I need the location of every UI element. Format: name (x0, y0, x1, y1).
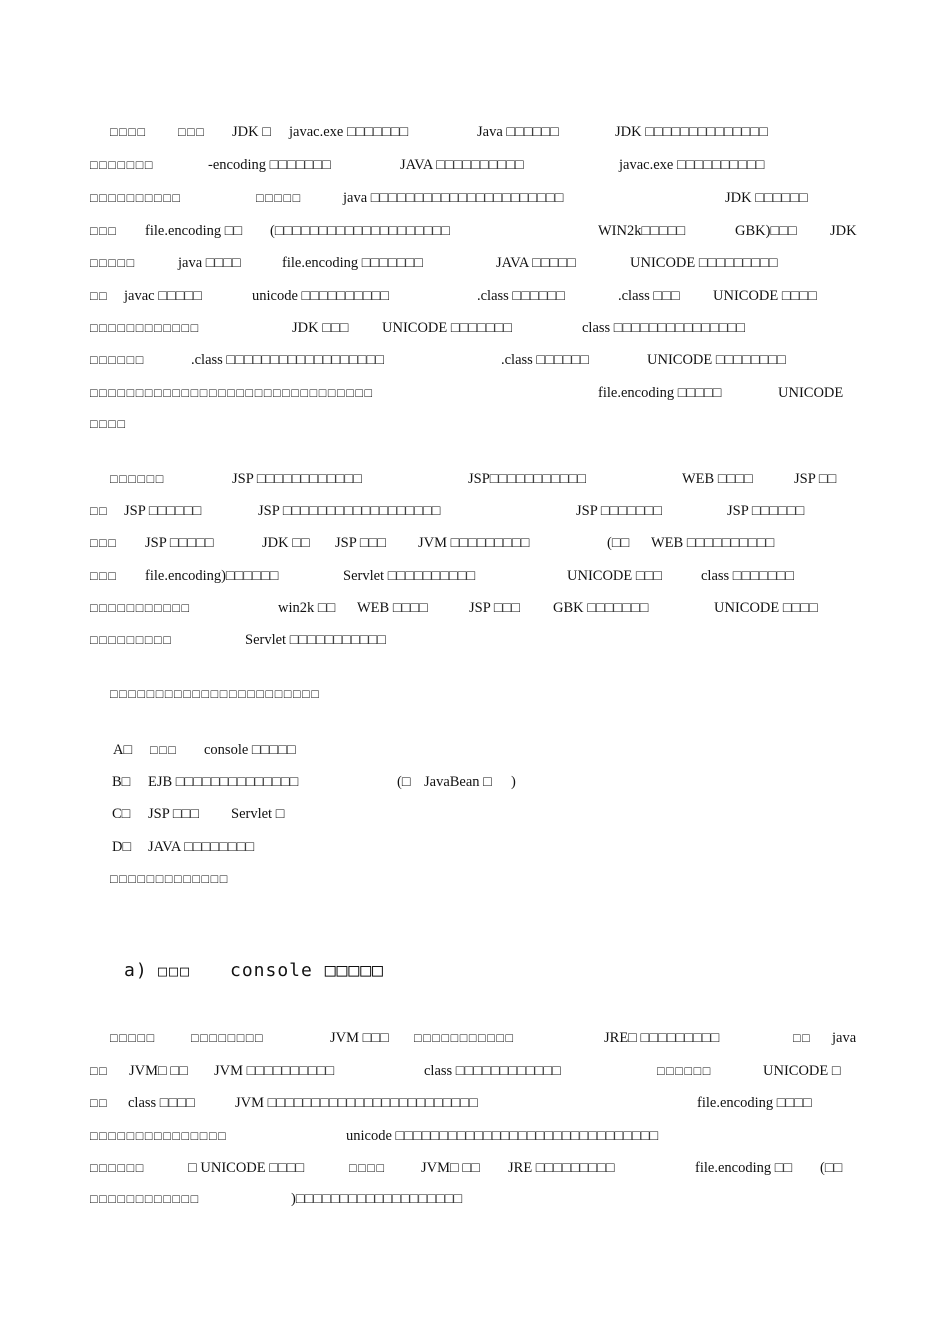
text-segment: (□□ (607, 535, 630, 551)
text-segment: JDK □ (232, 124, 271, 140)
text-segment: UNICODE □ (763, 1063, 841, 1079)
text-segment: WEB □□□□ (682, 471, 753, 487)
text-segment: □□□□ (90, 417, 127, 431)
text-segment: UNICODE □□□□□□□□ (647, 352, 786, 368)
text-segment: (□□□□□□□□□□□□□□□□□□□□ (270, 223, 450, 239)
text-segment: GBK)□□□ (735, 223, 797, 239)
text-segment: javac.exe □□□□□□□ (289, 124, 409, 140)
text-segment: javac.exe □□□□□□□□□□ (619, 157, 765, 173)
text-segment: □□□□□□□□□□□ (90, 601, 191, 615)
text-segment: GBK □□□□□□□ (553, 600, 649, 616)
text-segment: JVM□ □□ (129, 1063, 188, 1079)
text-line (0, 531, 950, 555)
text-segment: JAVA □□□□□□□□ (148, 839, 255, 855)
text-segment: JVM□ □□ (421, 1160, 480, 1176)
text-segment: UNICODE □□□ (567, 568, 663, 584)
text-line (0, 186, 950, 210)
text-line (0, 628, 950, 652)
text-segment: □□□ (150, 743, 178, 757)
text-segment: □□□□□□□□□□□□□□□□□□□□□□□ (110, 687, 321, 701)
text-segment: JVM □□□□□□□□□ (418, 535, 530, 551)
text-segment: JSP □□□□□□□□□□□□ (232, 471, 362, 487)
text-segment: -encoding □□□□□□□ (208, 157, 331, 173)
text-line (0, 316, 950, 340)
text-segment: WEB □□□□ (357, 600, 428, 616)
text-line (0, 153, 950, 177)
text-line (0, 682, 950, 706)
text-segment: class □□□□□□□□□□□□ (424, 1063, 561, 1079)
text-segment: □□□□□ (90, 256, 136, 270)
text-segment: class □□□□ (128, 1095, 195, 1111)
text-segment: □□□□□□□□□□□□□□□□□□□□□□□□□□□□□□□ (90, 386, 374, 400)
text-segment: □□□□□□ (90, 353, 145, 367)
text-segment: WIN2k□□□□□ (598, 223, 686, 239)
text-segment: JVM □□□□□□□□□□ (214, 1063, 335, 1079)
text-segment: java (832, 1030, 857, 1046)
text-segment: □□ (90, 1096, 109, 1110)
text-segment: JSP □□□ (335, 535, 387, 551)
text-segment: □□□□□□□□□□□□ (90, 321, 200, 335)
text-line (0, 120, 950, 144)
text-segment: JavaBean □ (424, 774, 492, 790)
text-segment: file.encoding □□□□ (697, 1095, 812, 1111)
text-segment: JDK □□□□□□□□□□□□□□ (615, 124, 768, 140)
text-segment: UNICODE (778, 385, 844, 401)
text-segment: □□□□□□□□□□□□ (90, 1192, 200, 1206)
text-line (0, 499, 950, 523)
text-segment: java □□□□□□□□□□□□□□□□□□□□□□ (343, 190, 564, 206)
text-segment: JSP □□□□□□ (727, 503, 805, 519)
text-segment: □□□ (178, 125, 206, 139)
text-segment: UNICODE □□□□□□□□□ (630, 255, 778, 271)
text-segment: □□□□□ (256, 191, 302, 205)
text-segment: D□ (112, 839, 132, 855)
text-segment: class □□□□□□□ (701, 568, 795, 584)
text-segment: □□ (90, 289, 109, 303)
heading-text-segment: □□□ (158, 962, 192, 980)
text-segment: JAVA □□□□□ (496, 255, 576, 271)
text-line (0, 348, 950, 372)
text-line (0, 381, 950, 405)
text-line (0, 251, 950, 275)
text-segment: file.encoding □□ (145, 223, 243, 239)
heading-text-segment: a) (124, 960, 148, 981)
text-segment: file.encoding □□ (695, 1160, 793, 1176)
text-segment: Servlet □□□□□□□□□□□ (245, 632, 387, 648)
text-segment: JSP □□ (794, 471, 837, 487)
text-line (0, 1091, 950, 1115)
text-segment: .class □□□□□□ (501, 352, 589, 368)
text-segment: .class □□□ (618, 288, 680, 304)
text-segment: JSP □□□□□□□□□□□□□□□□□□ (258, 503, 441, 519)
text-segment: □□ (90, 504, 109, 518)
text-segment: console □□□□□ (204, 742, 296, 758)
text-segment: JDK □□ (262, 535, 310, 551)
text-segment: □□□□□ (110, 1031, 156, 1045)
text-segment: □□□□□□□ (90, 158, 155, 172)
text-segment: □□□□ (349, 1161, 386, 1175)
text-segment: B□ (112, 774, 131, 790)
text-segment: □□□□□□□□□□□□□□□ (90, 1129, 228, 1143)
text-segment: JRE □□□□□□□□□ (508, 1160, 615, 1176)
text-segment: □□□□□□ (90, 1161, 145, 1175)
text-segment: JSP □□□□□□ (124, 503, 202, 519)
text-segment: JAVA □□□□□□□□□□ (400, 157, 524, 173)
text-segment: □□ (90, 1064, 109, 1078)
text-segment: UNICODE □□□□ (713, 288, 817, 304)
text-segment: JSP □□□□□□□ (576, 503, 663, 519)
text-segment: □□□□□□□□□□□□□ (110, 872, 229, 886)
text-segment: unicode □□□□□□□□□□□□□□□□□□□□□□□□□□□□□□ (346, 1128, 659, 1144)
text-segment: □ UNICODE □□□□ (188, 1160, 305, 1176)
text-segment: file.encoding □□□□□□□ (282, 255, 424, 271)
text-line (0, 738, 950, 762)
text-segment: Java □□□□□□ (477, 124, 559, 140)
text-line (0, 564, 950, 588)
text-segment: file.encoding □□□□□ (598, 385, 722, 401)
text-segment: win2k □□ (278, 600, 336, 616)
text-segment: JDK □□□□□□ (725, 190, 808, 206)
text-segment: □□□□□□□□□□ (90, 191, 182, 205)
text-segment: .class □□□□□□ (477, 288, 565, 304)
text-segment: EJB □□□□□□□□□□□□□□ (148, 774, 299, 790)
text-segment: JRE□ □□□□□□□□□ (604, 1030, 720, 1046)
text-line (0, 412, 950, 436)
text-line (0, 467, 950, 491)
text-segment: JDK (830, 223, 857, 239)
text-segment: JDK □□□ (292, 320, 349, 336)
text-line (0, 1124, 950, 1148)
text-segment: UNICODE □□□□ (714, 600, 818, 616)
text-segment: javac □□□□□ (124, 288, 203, 304)
text-line (0, 219, 950, 243)
text-segment: □□□□□□□□□□□ (414, 1031, 515, 1045)
text-segment: □□□□□□ (657, 1064, 712, 1078)
text-segment: ) (511, 774, 516, 790)
text-segment: WEB □□□□□□□□□□ (651, 535, 775, 551)
text-segment: C□ (112, 806, 131, 822)
text-line (0, 867, 950, 891)
text-segment: □□□ (90, 536, 118, 550)
text-segment: (□□ (820, 1160, 843, 1176)
text-segment: JSP □□□ (148, 806, 200, 822)
text-segment: JVM □□□ (330, 1030, 389, 1046)
text-segment: )□□□□□□□□□□□□□□□□□□□ (291, 1191, 463, 1207)
text-line (0, 1156, 950, 1180)
text-segment: JSP□□□□□□□□□□□ (468, 471, 587, 487)
text-segment: Servlet □ (231, 806, 285, 822)
text-segment: (□ (397, 774, 411, 790)
text-segment: □□□□□□□□□ (90, 633, 173, 647)
text-segment: □□□□□□□□ (191, 1031, 265, 1045)
text-line (0, 770, 950, 794)
text-segment: .class □□□□□□□□□□□□□□□□□□ (191, 352, 385, 368)
text-line (0, 802, 950, 826)
text-segment: □□□ (90, 224, 118, 238)
text-segment: Servlet □□□□□□□□□□ (343, 568, 476, 584)
text-segment: □□ (793, 1031, 812, 1045)
text-line (0, 596, 950, 620)
text-line (0, 1059, 950, 1083)
text-segment: □□□ (90, 569, 118, 583)
text-segment: JSP □□□ (469, 600, 521, 616)
text-line (0, 1187, 950, 1211)
text-segment: JVM □□□□□□□□□□□□□□□□□□□□□□□□ (235, 1095, 478, 1111)
text-segment: A□ (113, 742, 133, 758)
text-line (0, 1026, 950, 1050)
text-segment: unicode □□□□□□□□□□ (252, 288, 390, 304)
text-segment: UNICODE □□□□□□□ (382, 320, 513, 336)
text-segment: □□□□□□ (110, 472, 165, 486)
text-segment: file.encoding)□□□□□□ (145, 568, 279, 584)
heading-text-segment: console □□□□□ (230, 960, 384, 981)
text-line (0, 284, 950, 308)
text-segment: □□□□ (110, 125, 147, 139)
text-segment: class □□□□□□□□□□□□□□□ (582, 320, 746, 336)
text-segment: JSP □□□□□ (145, 535, 214, 551)
text-segment: java □□□□ (178, 255, 241, 271)
text-line (0, 835, 950, 859)
